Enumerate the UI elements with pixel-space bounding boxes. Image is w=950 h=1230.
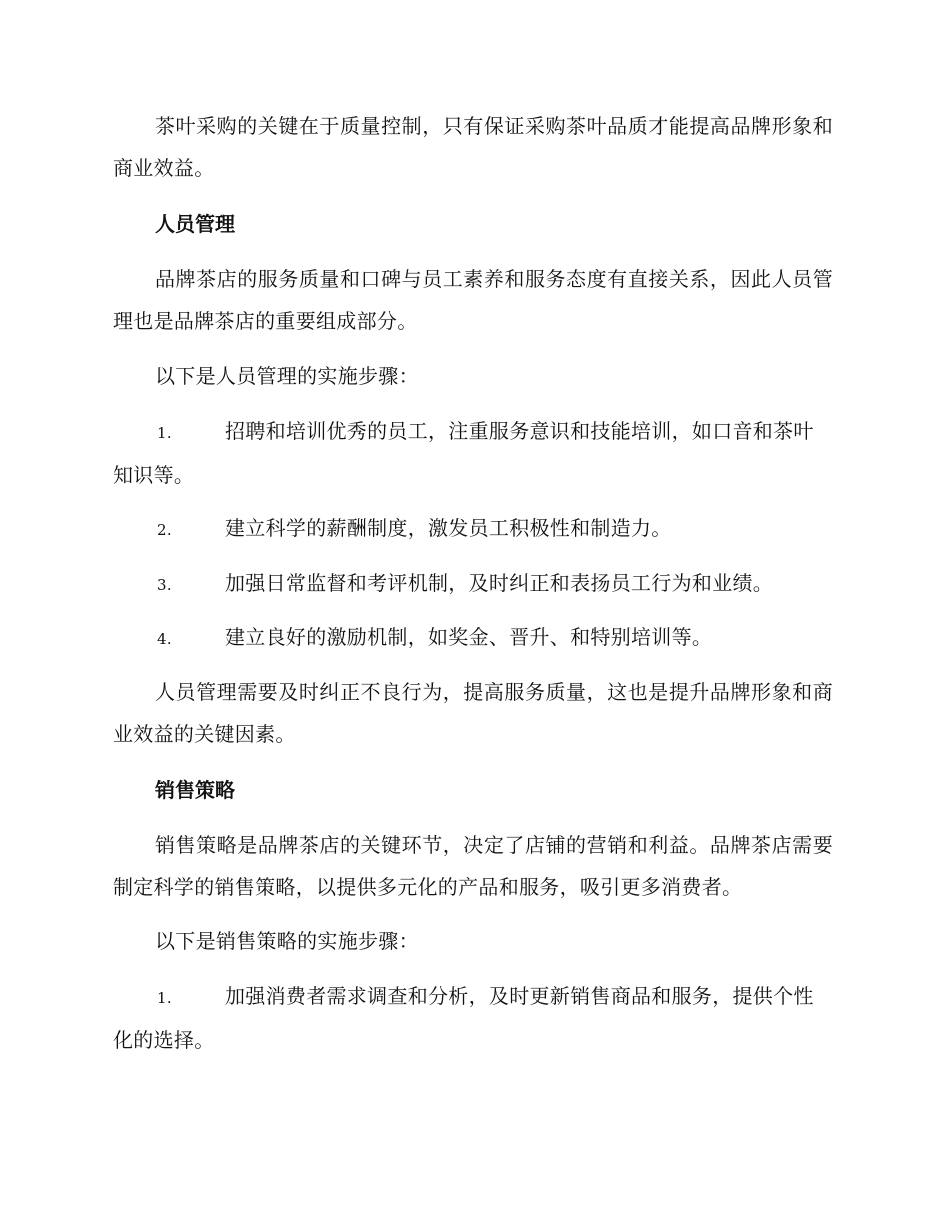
personnel-paragraph: 品牌茶店的服务质量和口碑与员工素养和服务态度有直接关系，因此人员管理也是品牌茶店的重要组成部分。	[113, 267, 833, 333]
list-number: 3.	[157, 576, 172, 594]
list-text: 加强消费者需求调查和分析，及时更新销售商品和服务，提供个性化的选择。	[113, 984, 814, 1052]
personnel-steps-intro: 以下是人员管理的实施步骤：	[155, 364, 419, 388]
list-text: 建立科学的薪酬制度，激发员工积极性和制造力。	[225, 516, 672, 540]
list-item	[113, 616, 833, 660]
list-number: 4.	[157, 630, 172, 648]
list-item	[113, 507, 833, 551]
list-number: 1.	[157, 989, 172, 1007]
list-text: 建立良好的激励机制，如奖金、晋升、和特别培训等。	[225, 625, 713, 649]
section-heading-sales: 销售策略	[155, 778, 235, 802]
list-number: 2.	[157, 521, 172, 539]
list-text: 加强日常监督和考评机制，及时纠正和表扬员工行为和业绩。	[225, 571, 774, 595]
list-text: 招聘和培训优秀的员工，注重服务意识和技能培训，如口音和茶叶知识等。	[113, 419, 814, 487]
list-item	[113, 410, 833, 496]
list-number: 1.	[157, 424, 172, 442]
personnel-conclusion: 人员管理需要及时纠正不良行为，提高服务质量，这也是提升品牌形象和商业效益的关键因素。	[113, 680, 833, 746]
section-heading-personnel: 人员管理	[155, 212, 235, 236]
list-item	[113, 562, 833, 606]
list-item	[113, 975, 833, 1061]
sales-paragraph: 销售策略是品牌茶店的关键环节，决定了店铺的营销和利益。品牌茶店需要制定科学的销售策略，以提供多元化的产品和服务，吸引更多消费者。	[113, 833, 833, 899]
intro-paragraph: 茶叶采购的关键在于质量控制，只有保证采购茶叶品质才能提高品牌形象和商业效益。	[113, 114, 833, 180]
sales-steps-intro: 以下是销售策略的实施步骤：	[155, 929, 419, 953]
